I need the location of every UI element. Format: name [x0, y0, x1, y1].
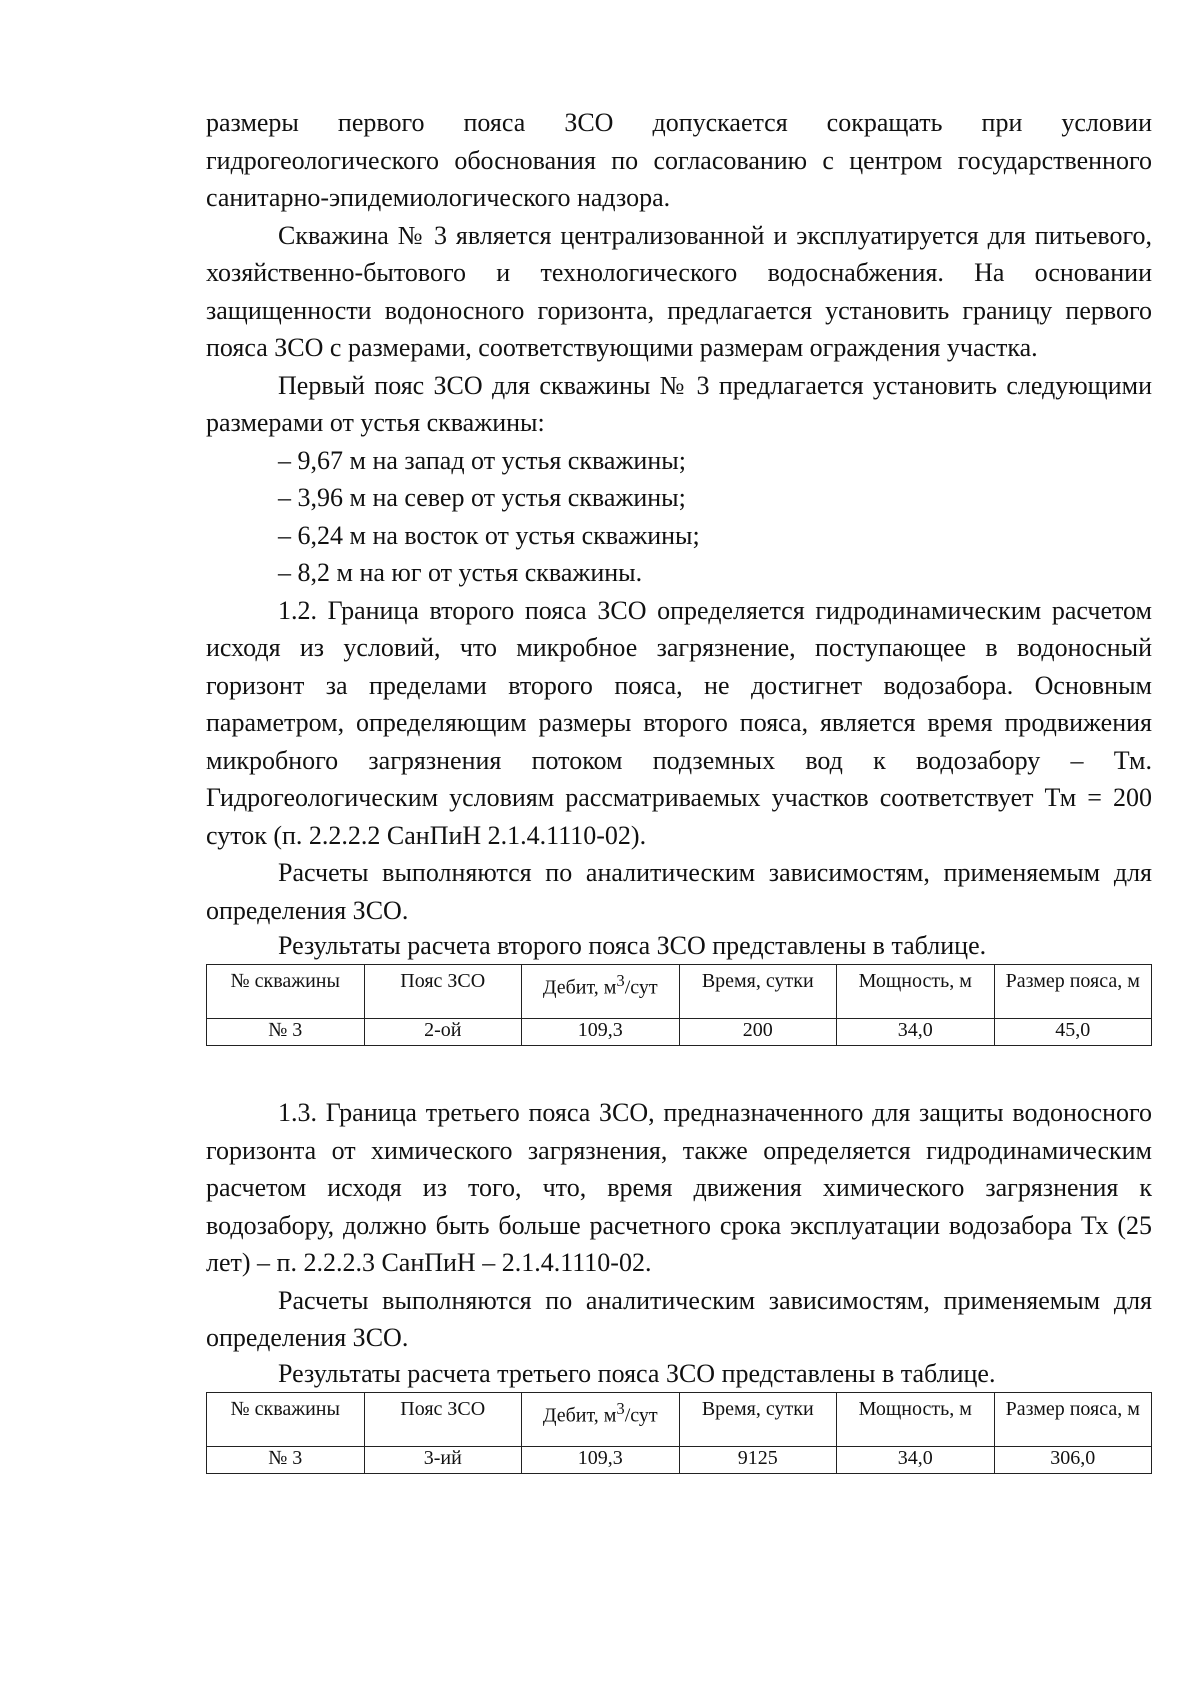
paragraph: размеры первого пояса ЗСО допускается сокращать при условии гидрогеологического обоснования по согласованию с центром государственного санитарно-эпидемиологического надзора.	[206, 108, 1152, 212]
paragraph: Скважина № 3 является централизованной и эксплуатируется для питьевого, хозяйственно-бытового и технологического водоснабжения. На основании защищенности водоносного горизонта, предлагается установить границу первого пояса ЗСО с размерами, соответствующими размерам ограждения участка.	[206, 220, 1152, 362]
table-cell: № 3	[207, 1446, 365, 1473]
header-time: Время, сутки	[679, 965, 837, 1019]
table-cell: № 3	[207, 1019, 365, 1046]
header-time: Время, сутки	[679, 1392, 837, 1446]
header-zone: Пояс ЗСО	[364, 1392, 522, 1446]
table-cell: 109,3	[522, 1446, 680, 1473]
header-well: № скважины	[207, 1392, 365, 1446]
table-row	[207, 1019, 1152, 1046]
document-page	[206, 104, 1152, 1474]
table-header-row	[207, 965, 1152, 1019]
table-cell: 200	[679, 1019, 837, 1046]
header-size: Размер пояса, м	[994, 965, 1152, 1019]
table-cell: 45,0	[994, 1019, 1152, 1046]
paragraph: 1.2. Граница второго пояса ЗСО определяется гидродинамическим расчетом исходя из условий, что микробное загрязнение, поступающее в водоносный горизонт за пределами второго пояса, не достигнет водозабора. Основным параметром, определяющим размеры второго пояса, является время продвижения микробного загрязнения потоком подземных вод к водозабору – Тм. Гидрогеологическим условиям рассматриваемых участков соответствует Тм = 200 суток (п. 2.2.2.2 СанПиН 2.1.4.1110-02).	[206, 595, 1152, 850]
table-row	[207, 1446, 1152, 1473]
header-debit: Дебит, $м^3$/сут	[522, 1392, 680, 1446]
paragraph: Расчеты выполняются по аналитическим зависимостям, применяемым для определения ЗСО.	[206, 858, 1152, 925]
header-well: № скважины	[207, 965, 365, 1019]
list-item: – 8,2 м на юг от устья скважины.	[278, 558, 643, 587]
paragraph: 1.3. Граница третьего пояса ЗСО, предназначенного для защиты водоносного горизонта от химического загрязнения, также определяется гидродинамическим расчетом исходя из того, что, время движения химического загрязнения к водозабору, должно быть больше расчетного срока эксплуатации водозабора Тх (25 лет) – п. 2.2.2.3 СанПиН – 2.1.4.1110-02.	[206, 1098, 1152, 1277]
header-thickness: Мощность, м	[837, 965, 995, 1019]
header-debit: Дебит, $м^3$/сут	[522, 965, 680, 1019]
spacer	[206, 1046, 1152, 1094]
table-cell: 3-ий	[364, 1446, 522, 1473]
table-cell: 9125	[679, 1446, 837, 1473]
table-cell: 109,3	[522, 1019, 680, 1046]
table-caption: Результаты расчета второго пояса ЗСО представлены в таблице.	[278, 931, 987, 960]
table-cell: 34,0	[837, 1446, 995, 1473]
table-cell: 34,0	[837, 1019, 995, 1046]
table-caption: Результаты расчета третьего пояса ЗСО представлены в таблице.	[278, 1358, 996, 1388]
results-table-second-zone	[206, 964, 1152, 1046]
table-cell: 306,0	[994, 1446, 1152, 1473]
header-thickness: Мощность, м	[837, 1392, 995, 1446]
list-item: – 9,67 м на запад от устья скважины;	[278, 445, 686, 475]
table-cell: 2-ой	[364, 1019, 522, 1046]
header-zone: Пояс ЗСО	[364, 965, 522, 1019]
table-header-row	[207, 1392, 1152, 1446]
list-item: – 6,24 м на восток от устья скважины;	[278, 520, 700, 550]
results-table-third-zone	[206, 1392, 1152, 1474]
header-size: Размер пояса, м	[994, 1392, 1152, 1446]
list-item: – 3,96 м на север от устья скважины;	[278, 483, 686, 512]
paragraph: Расчеты выполняются по аналитическим зависимостям, применяемым для определения ЗСО.	[206, 1285, 1152, 1352]
paragraph: Первый пояс ЗСО для скважины № 3 предлагается установить следующими размерами от устья скважины:	[206, 370, 1152, 437]
